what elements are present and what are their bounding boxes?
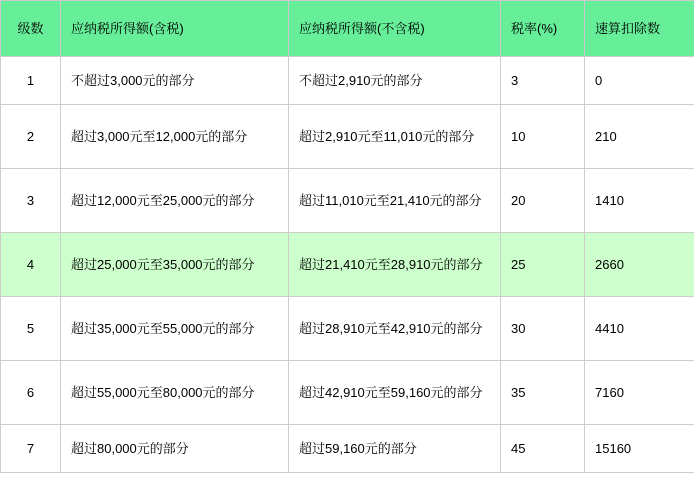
cell-quick-deduction: 15160 (585, 425, 694, 473)
table-body (1, 57, 694, 473)
cell-quick-deduction: 7160 (585, 361, 694, 425)
cell-tax-rate: 25 (501, 233, 585, 297)
cell-level: 4 (1, 233, 61, 297)
cell-quick-deduction: 1410 (585, 169, 694, 233)
cell-taxable-income-inclusive: 超过80,000元的部分 (61, 425, 289, 473)
cell-level: 3 (1, 169, 61, 233)
cell-level: 5 (1, 297, 61, 361)
cell-taxable-income-exclusive: 超过42,910元至59,160元的部分 (289, 361, 501, 425)
cell-taxable-income-exclusive: 超过21,410元至28,910元的部分 (289, 233, 501, 297)
cell-tax-rate: 3 (501, 57, 585, 105)
table-row (1, 57, 694, 105)
cell-level: 1 (1, 57, 61, 105)
cell-tax-rate: 30 (501, 297, 585, 361)
column-header-quick-deduction: 速算扣除数 (585, 1, 694, 57)
table-header (1, 1, 694, 57)
column-header-tax-rate: 税率(%) (501, 1, 585, 57)
cell-taxable-income-inclusive: 超过12,000元至25,000元的部分 (61, 169, 289, 233)
cell-level: 6 (1, 361, 61, 425)
table-header-row (1, 1, 694, 57)
cell-taxable-income-inclusive: 超过25,000元至35,000元的部分 (61, 233, 289, 297)
cell-taxable-income-inclusive: 超过3,000元至12,000元的部分 (61, 105, 289, 169)
table-row (1, 361, 694, 425)
cell-taxable-income-exclusive: 超过28,910元至42,910元的部分 (289, 297, 501, 361)
table-row (1, 105, 694, 169)
column-header-taxable-income-exclusive: 应纳税所得额(不含税) (289, 1, 501, 57)
cell-taxable-income-exclusive: 超过59,160元的部分 (289, 425, 501, 473)
cell-taxable-income-inclusive: 超过55,000元至80,000元的部分 (61, 361, 289, 425)
cell-quick-deduction: 210 (585, 105, 694, 169)
table-row (1, 297, 694, 361)
cell-quick-deduction: 2660 (585, 233, 694, 297)
cell-taxable-income-exclusive: 不超过2,910元的部分 (289, 57, 501, 105)
cell-tax-rate: 10 (501, 105, 585, 169)
table-row (1, 233, 694, 297)
cell-quick-deduction: 0 (585, 57, 694, 105)
cell-taxable-income-inclusive: 不超过3,000元的部分 (61, 57, 289, 105)
cell-tax-rate: 45 (501, 425, 585, 473)
cell-tax-rate: 20 (501, 169, 585, 233)
table-row (1, 169, 694, 233)
cell-quick-deduction: 4410 (585, 297, 694, 361)
cell-level: 2 (1, 105, 61, 169)
column-header-taxable-income-inclusive: 应纳税所得额(含税) (61, 1, 289, 57)
column-header-level: 级数 (1, 1, 61, 57)
cell-level: 7 (1, 425, 61, 473)
cell-tax-rate: 35 (501, 361, 585, 425)
cell-taxable-income-exclusive: 超过2,910元至11,010元的部分 (289, 105, 501, 169)
table-row (1, 425, 694, 473)
cell-taxable-income-inclusive: 超过35,000元至55,000元的部分 (61, 297, 289, 361)
cell-taxable-income-exclusive: 超过11,010元至21,410元的部分 (289, 169, 501, 233)
